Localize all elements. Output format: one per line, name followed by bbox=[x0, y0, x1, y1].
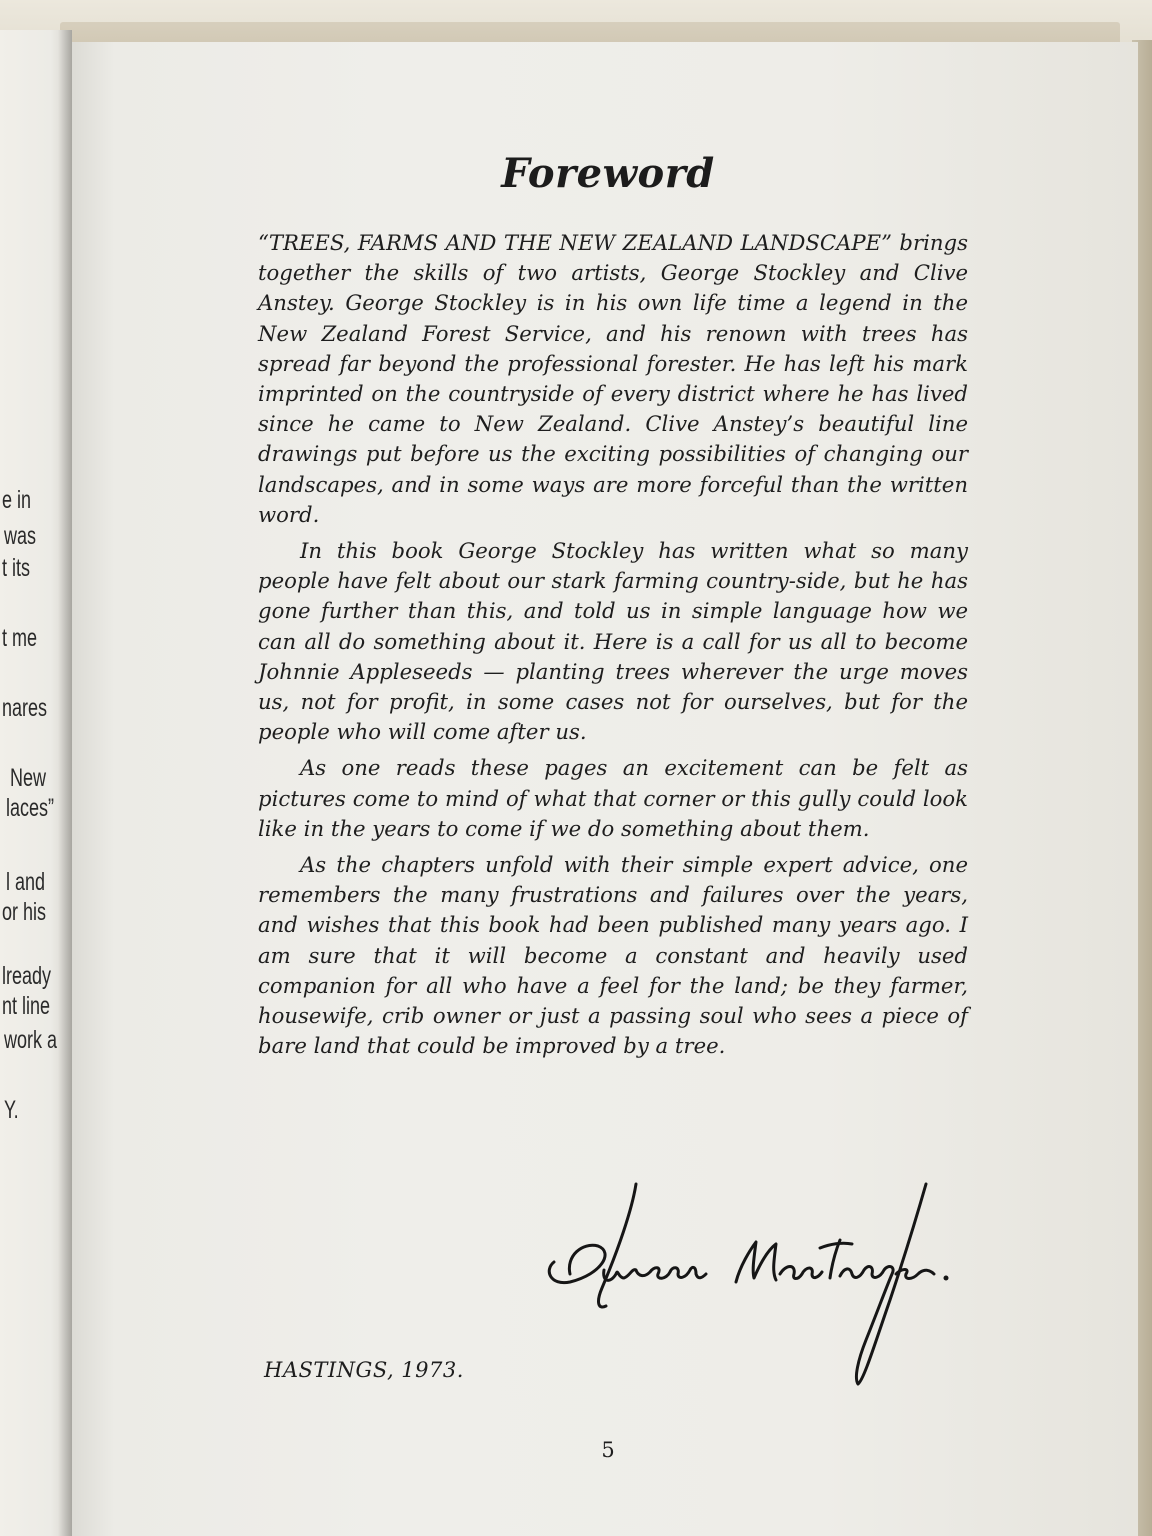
page-title: Foreword bbox=[501, 150, 715, 197]
foreword-paragraph: In this book George Stockley has written what so many people have felt about our stark farming country-side, but he has gone further than this, and told us in simple language how we can all do something about it. Here is a call for us all to become Johnnie Appleseeds — planting trees wherever the urge moves us, not for profit, in some cases not for ourselves, but for the people who will come after us. bbox=[258, 538, 968, 745]
facing-page-fragment: lready bbox=[2, 962, 52, 990]
facing-page-fragment: nares bbox=[2, 694, 48, 722]
facing-page bbox=[0, 30, 72, 1536]
facing-page-fragment: Y. bbox=[4, 1096, 19, 1124]
foreword-paragraph: “TREES, FARMS AND THE NEW ZEALAND LANDSCAPE” brings together the skills of two artists, George Stockley and Clive Anstey. George Stockley is in his own life time a legend in the New Zealand Forest Service, and his renown with trees has spread far beyond the professional forester. He has left his mark imprinted on the countryside of every district where he has lived since he came to New Zealand. Clive Anstey’s beautiful line drawings put before us the exciting possibilities of changing our landscapes, and in some ways are more forceful than the written word. bbox=[258, 230, 968, 527]
foreword-paragraph: As one reads these pages an excitement can be felt as pictures come to mind of what that corner or this gully could look like in the years to come if we do something about them. bbox=[258, 755, 968, 841]
facing-page-fragment: e in bbox=[2, 486, 32, 514]
foreword-body bbox=[258, 228, 968, 1067]
facing-page-fragment: t me bbox=[2, 624, 38, 652]
page-number: 5 bbox=[601, 1438, 615, 1462]
facing-page-fragment: l and bbox=[6, 868, 46, 896]
facing-page-fragment: or his bbox=[2, 898, 47, 926]
page-gutter-shadow bbox=[58, 30, 72, 1536]
facing-page-fragment: work a bbox=[4, 1026, 58, 1054]
facing-page-fragment: laces” bbox=[6, 794, 55, 822]
facing-page-fragment: t its bbox=[2, 554, 31, 582]
facing-page-fragment: was bbox=[4, 522, 37, 550]
facing-page-fragment: nt line bbox=[2, 992, 51, 1020]
foreword-paragraph: As the chapters unfold with their simple expert advice, one remembers the many frustrations and failures over the years, and wishes that this book had been published many years ago. I am sure that it will become a constant and heavily used companion for all who have a feel for the land; be they farmer, housewife, crib owner or just a passing soul who sees a piece of bare land that could be improved by a tree. bbox=[258, 852, 968, 1059]
place-and-date: HASTINGS, 1973. bbox=[264, 1358, 464, 1382]
facing-page-fragment: New bbox=[10, 764, 47, 792]
handwritten-signature bbox=[540, 1170, 960, 1400]
